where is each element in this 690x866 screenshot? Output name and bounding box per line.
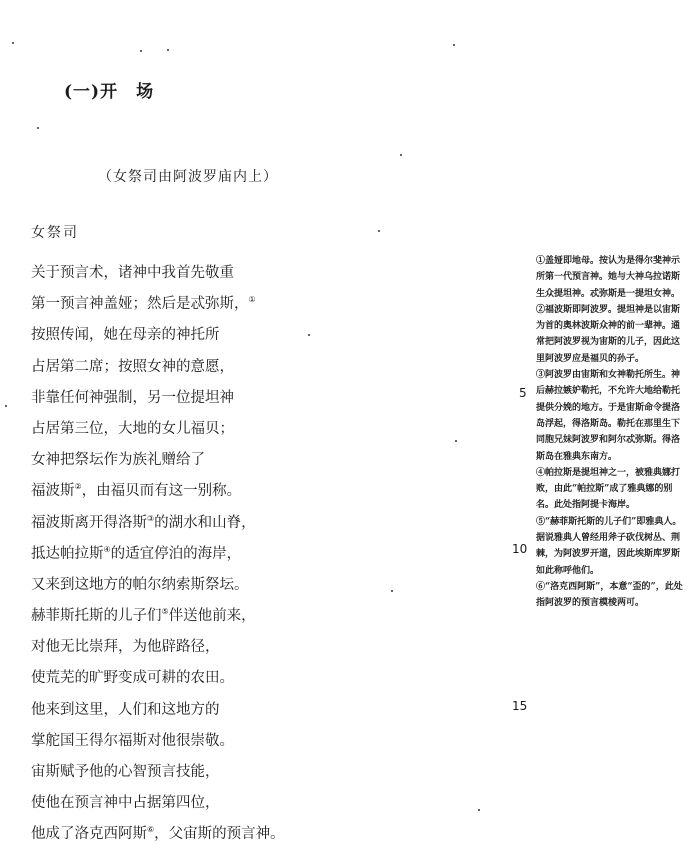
scan-speck [37,127,39,129]
footnote: ⑥“洛克西阿斯”，本意“歪的”，此处指阿波罗的预言模棱两可。 [536,581,683,609]
footnote-ref: ④ [103,544,111,554]
verse-line: 占居第二席；按照女神的意愿， [31,358,234,375]
verse-line: 他成了洛克西阿斯⑥，父宙斯的预言神。 [31,825,285,843]
footnote-ref: ⑥ [147,825,155,835]
scan-speck [378,230,380,232]
scan-speck [140,50,142,52]
verse-line: 对他无比崇拜，为他辟路径， [31,639,220,656]
verse-line: 占居第三位，大地的女儿福贝； [31,420,234,437]
scan-speck [453,44,455,46]
footnote: ③阿波罗由宙斯和女神勒托所生。神后赫拉嫉妒勒托，不允许大地给勒托提供分娩的地方。于是宙斯命令提洛岛浮起，得洛斯岛。勒托在那里生下同胞兄妹阿波罗和阿尔忒弥斯。得洛斯岛在雅典东南方。 [536,370,681,462]
verse-line: 非靠任何神强制，另一位提坦神 [31,389,234,406]
stage-direction: （女祭司由阿波罗庙内上） [98,169,278,185]
verse-line: 赫菲斯托斯的儿子们⑤伴送他前来， [31,607,256,625]
line-number: 5 [519,386,527,400]
verse-line: 关于预言术，诸神中我首先敬重 [31,265,234,281]
verse-line: 掌舵国王得尔福斯对他很崇敬。 [31,732,234,749]
verse-line: 又来到这地方的帕尔纳索斯祭坛。 [31,576,249,593]
scan-speck [455,440,457,442]
line-number: 15 [512,699,528,713]
verse-line: 第一预言神盖娅；然后是忒弥斯，① [31,295,256,313]
scan-speck [308,334,310,336]
verse-line: 他来到这里，人们和这地方的 [31,701,220,718]
scan-speck [167,49,169,51]
scan-speck [12,42,14,44]
verse-line: 使他在预言神中占据第四位， [31,795,220,812]
scan-speck [400,154,402,156]
footnote: ④帕拉斯是提坦神之一，被雅典娜打败，由此“帕拉斯”成了雅典娜的别名。此处指阿提卡海岸。 [536,467,681,511]
speaker-name: 女祭司 [31,225,79,241]
scan-speck [5,405,7,407]
footnotes [536,253,684,612]
footnote-ref: ① [248,295,256,305]
verse-line: 女神把祭坛作为族礼赠给了 [31,452,205,469]
footnote-ref: ⑤ [161,607,169,617]
verse-block [31,258,451,851]
verse-line: 宙斯赋予他的心智预言技能， [31,764,220,780]
line-number: 10 [512,542,528,556]
footnote: ⑤“赫菲斯托斯的儿子们”即雅典人。据说雅典人曾经用斧子砍伐树丛、荆棘，为阿波罗开道，因此埃斯库罗斯如此称呼他们。 [536,516,682,576]
verse-line: 抵达帕拉斯④的适宜停泊的海岸， [31,544,242,562]
verse-line: 福波斯②，由福贝而有这一别称。 [31,482,242,500]
footnote: ②福波斯即阿波罗。提坦神是以宙斯为首的奥林波斯众神的前一辈神。通常把阿波罗视为宙斯的儿子，因此这里阿波罗应是福贝的孙子。 [536,304,681,364]
footnote: ①盖娅即地母。按认为是得尔斐神示所第一代预言神。她与大神乌拉诺斯生众提坦神。忒弥斯是一提坦女神。 [536,256,681,299]
footnote-ref: ③ [147,513,155,523]
scan-speck [391,590,393,592]
scan-speck [478,809,480,811]
footnote-ref: ② [74,482,82,492]
verse-line: 福波斯离开得洛斯③的湖水和山脊， [31,513,256,531]
verse-line: 按照传闻，她在母亲的神托所 [31,327,220,344]
section-title: (一)开 场 [64,82,155,102]
verse-line: 使荒芜的旷野变成可耕的农田。 [31,670,234,687]
